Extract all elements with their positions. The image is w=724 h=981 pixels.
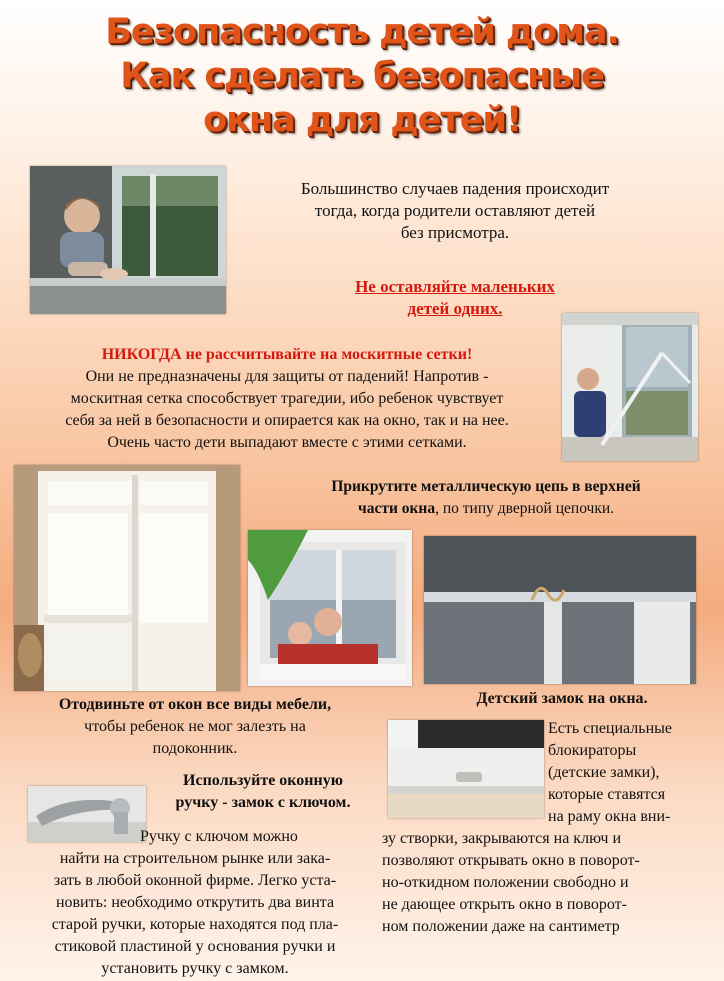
chain-bold: части окна — [357, 500, 436, 517]
warning-line-2: детей одних. — [407, 299, 503, 318]
furniture-line-2: чтобы ребенок не мог залезть на — [84, 718, 306, 735]
balcony-door-photo — [14, 465, 240, 691]
lock-side-1: Есть специальные — [548, 720, 672, 737]
handle-line-2: найти на строительном рынке или зака- — [59, 850, 331, 867]
child-lock-heading: Детский замок на окна. — [476, 690, 648, 707]
furniture-line-3: подоконник. — [152, 740, 238, 757]
lock-side-5: на раму окна вни- — [548, 808, 671, 825]
mother-child-window-photo — [248, 530, 412, 686]
title-line-3: окна для детей! — [203, 100, 521, 140]
handle-line-5: старой ручки, которые находятся под пла- — [51, 916, 339, 933]
handle-line-3: зать в любой оконной фирме. Легко уста- — [53, 872, 337, 889]
intro-line-3: без присмотра. — [400, 223, 510, 242]
window-chain-photo — [424, 536, 696, 684]
mosquito-line-4: Очень часто дети выпадают вместе с этими сетками. — [107, 434, 467, 451]
furniture-line-1: Отодвиньте от окон все виды мебели, — [58, 696, 332, 713]
title-line-1: Безопасность детей дома. — [105, 12, 619, 52]
mosquito-heading: НИКОГДА не рассчитывайте на москитные сетки! — [101, 346, 473, 363]
child-lock-paragraph — [382, 828, 710, 938]
lock-side-3: (детские замки), — [548, 764, 660, 781]
child-on-windowsill-photo — [30, 166, 226, 314]
child-lock-side-text — [548, 718, 718, 828]
chain-rest: , по типу дверной цепочки. — [435, 500, 615, 517]
handle-heading-2: ручку - замок с ключом. — [175, 794, 351, 811]
child-lock-heading-wrap — [424, 688, 700, 710]
man-with-mosquito-net-photo — [562, 313, 698, 461]
handle-line-6: стиковой пластиной у основания ручки и — [54, 938, 336, 955]
handle-heading — [150, 770, 376, 814]
mosquito-line-3: себя за ней в безопасности и опирается как на окно, так и на нее. — [65, 412, 509, 429]
lock-line-4: не дающее открыть окно в поворот- — [382, 896, 627, 913]
furniture-paragraph — [20, 694, 370, 760]
lock-line-5: ном положении даже на сантиметр — [382, 918, 620, 935]
handle-line-7: установить ручку с замком. — [101, 960, 289, 977]
intro-line-2: тогда, когда родители оставляют детей — [314, 201, 596, 220]
page-title — [0, 10, 724, 142]
lock-side-4: которые ставятся — [548, 786, 666, 803]
title-line-2: Как сделать безопасные — [120, 56, 604, 96]
warning-line-1: Не оставляйте маленьких — [355, 277, 555, 296]
chain-paragraph — [262, 476, 710, 520]
intro-paragraph — [240, 178, 670, 244]
mosquito-line-2: москитная сетка способствует трагедии, ибо ребенок чувствует — [70, 390, 504, 407]
lock-line-3: но-откидном положении свободно и — [382, 874, 629, 891]
handle-heading-1: Используйте оконную — [183, 772, 343, 789]
lock-line-1: зу створки, закрываются на ключ и — [382, 830, 622, 847]
chain-line-1: Прикрутите металлическую цепь в верхней — [331, 478, 641, 495]
window-blocker-photo — [388, 720, 544, 818]
mosquito-net-paragraph — [0, 344, 574, 454]
mosquito-line-1: Они не предназначены для защиты от падений! Напротив - — [85, 368, 489, 385]
handle-line-1: Ручку с ключом можно — [140, 828, 298, 845]
lock-line-2: позволяют открывать окно в поворот- — [382, 852, 640, 869]
handle-line-4: новить: необходимо открутить два винта — [55, 894, 335, 911]
handle-paragraph — [10, 826, 380, 980]
lock-side-2: блокираторы — [548, 742, 637, 759]
intro-line-1: Большинство случаев падения происходит — [300, 179, 610, 198]
